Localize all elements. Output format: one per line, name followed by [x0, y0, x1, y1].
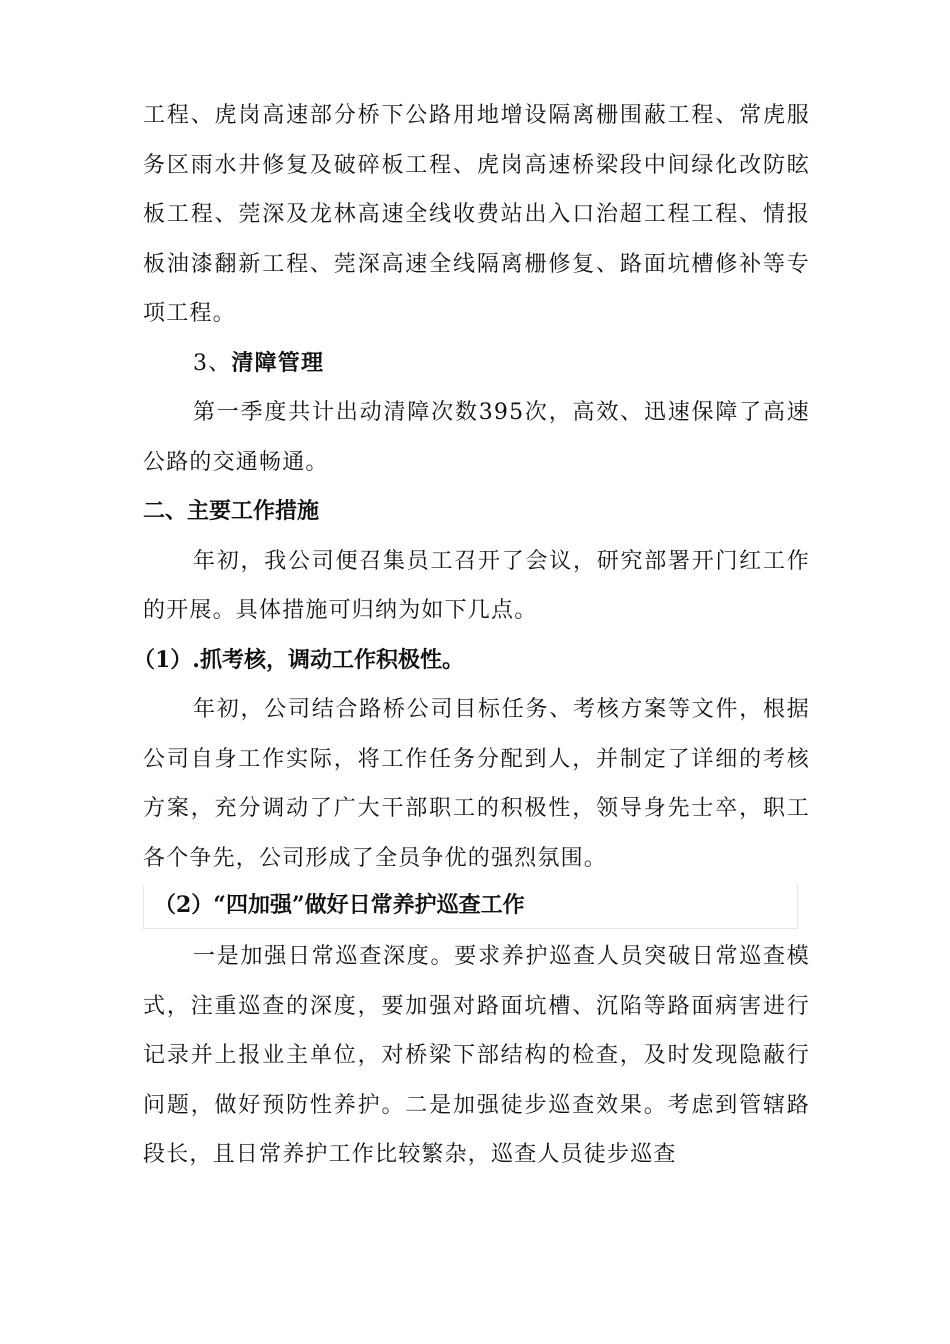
section-heading-main-measures: 二、主要工作措施 — [143, 498, 320, 524]
item-heading-four-strengthen: （2）“四加强”做好日常养护巡查工作 — [143, 885, 798, 929]
heading-title: 清障管理 — [231, 349, 325, 376]
paragraph-assessment: 年初，公司结合路桥公司目标任务、考核方案等文件，根据公司自身工作实际，将工作任务分配到人，并制定了详细的考核方案，充分调动了广大干部职工的积极性，领导身先士卒，职工各个争先，公司形成了全员争优的强烈氛围。 — [143, 697, 810, 871]
paragraph-patrol: 一是加强日常巡查深度。要求养护巡查人员突破日常巡查模式，注重巡查的深度，要加强对路面坑槽、沉陷等路面病害进行记录并上报业主单位，对桥梁下部结构的检查，及时发现隐蔽行问题，做好预防性养护。二是加强徒步巡查效果。考虑到管辖路段长，且日常养护工作比较繁杂，巡查人员徒步巡查 — [143, 944, 810, 1167]
paragraph-clearance-count: 第一季度共计出动清障次数395次，高效、迅速保障了高速公路的交通畅通。 — [143, 400, 810, 475]
item-heading-assessment: （1）.抓考核，调动工作积极性。 — [133, 646, 464, 673]
paragraph-special-projects: 工程、虎岗高速部分桥下公路用地增设隔离栅围蔽工程、常虎服务区雨水井修复及破碎板工程、虎岗高速桥梁段中间绿化改防眩板工程、莞深及龙林高速全线收费站出入口治超工程工程、情报板油漆翻新工程、莞深高速全线隔离栅修复、路面坑槽修补等专项工程。 — [143, 103, 810, 326]
paragraph-meeting: 年初，我公司便召集员工召开了会议，研究部署开门红工作的开展。具体措施可归纳为如下几点。 — [143, 548, 810, 623]
heading-number: 3、 — [193, 350, 232, 376]
heading-clearance-management — [143, 339, 810, 389]
document-body — [133, 91, 810, 1180]
